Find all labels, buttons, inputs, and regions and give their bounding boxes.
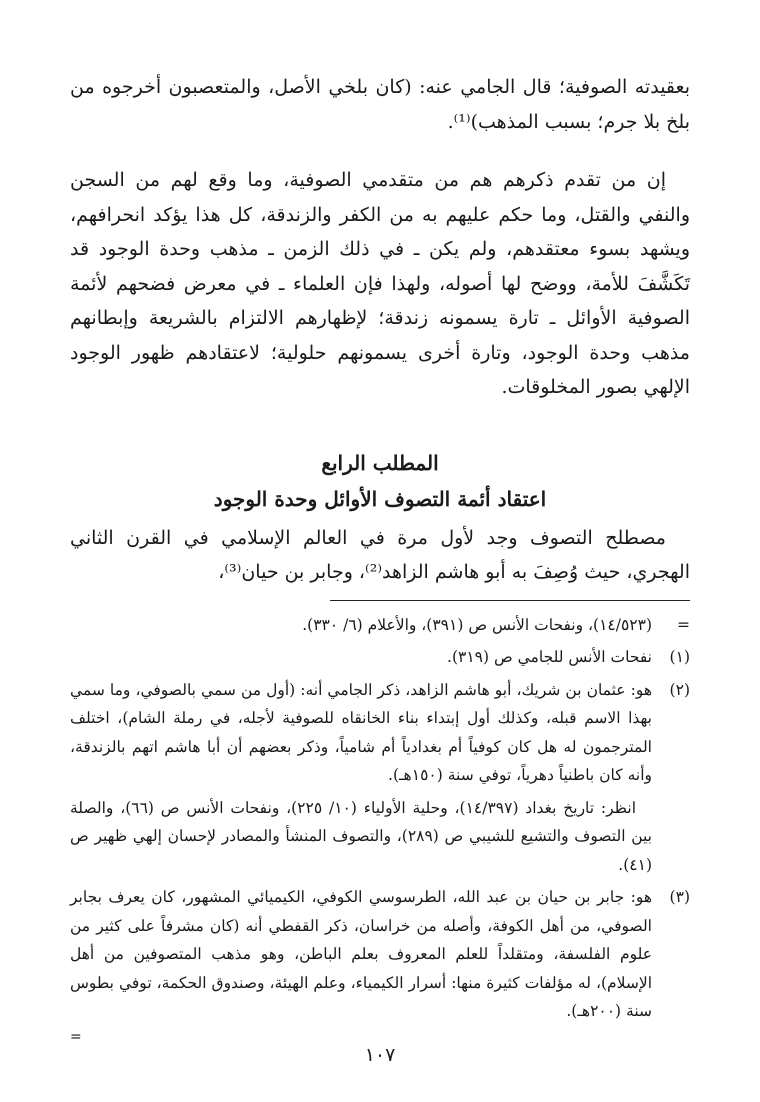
main-text — [70, 70, 690, 405]
section-body — [70, 521, 690, 590]
footnote-number: (١) — [669, 648, 690, 666]
footnote-number: (٣) — [669, 888, 690, 906]
continuation-mark: = — [677, 615, 690, 634]
footnotes — [70, 611, 690, 1044]
continuation-mark-end: = — [70, 1028, 82, 1045]
continuation-text: (١٤/٥٢٣)، ونفحات الأنس ص (٣٩١)، والأعلام (٦/ ٣٣٠). — [302, 615, 652, 634]
page-number: ١٠٧ — [364, 1044, 396, 1066]
footnote-references: انظر: تاريخ بغداد (١٤/٣٩٧)، وحلية الأولياء (١٠/ ٢٢٥)، ونفحات الأنس ص (٦٦)، والصلة بين التصوف والتشيع للشيبي ص (٢٨٩)، والتصوف المنشأ والمصادر لإحسان إلهي ظهير ص (٤١). — [70, 798, 652, 874]
section-heading — [70, 445, 690, 517]
footnote-continuation — [70, 611, 690, 640]
footnote-text: نفحات الأنس للجامي ص (٣١٩). — [447, 648, 652, 666]
book-page — [70, 70, 690, 1044]
paragraph-continuation: بعقيدته الصوفية؛ قال الجامي عنه: (كان بلخي الأصل، والمتعصبون أخرجوه من بلخ بلا جرم؛ بسبب المذهب)⁽¹⁾. — [70, 76, 690, 133]
footnote-text: هو: جابر بن حيان بن عبد الله، الطرسوسي الكوفي، الكيميائي المشهور، كان يعرف بجابر الصوفي، من أهل الكوفة، وأصله من خراسان، ذكر القفطي أنه (كان مشرفاً على كثير من علوم الفلسفة، ومتقلداً للعلم المعروف بعلم الباطن، وهو مذهب المتصوفين من أهل الإسلام)، له مؤلفات كثيرة منها: أسرار الكيمياء، وعلم الهيئة، وصندوق الحكمة، توفي بطوس سنة (٢٠٠هـ). — [70, 888, 652, 1020]
section-title: المطلب الرابع — [321, 450, 439, 475]
footnote-number: (٢) — [669, 680, 690, 699]
footnote-divider — [330, 600, 690, 601]
paragraph-sufi-leaders: إن من تقدم ذكرهم هم من متقدمي الصوفية، وما وقع لهم من السجن والنفي والقتل، وما حكم عليهم به من الكفر والزندقة، كل هذا يؤكد انحرافهم، ويشهد بسوء معتقدهم، ولم يكن ـ في ذلك الزمن ـ مذهب وحدة الوجود قد تَكَشَّفَ للأمة، ووضح لها أصوله، ولهذا فإن العلماء ـ في معرض فضحهم لأئمة الصوفية الأوائل ـ تارة يسمونه زندقة؛ لإظهارهم الالتزام بالشريعة وإبطانهم مذهب وحدة الوجود، وتارة أخرى يسمونهم حلولية؛ لاعتقادهم ظهور الوجود الإلهي بصور المخلوقات. — [70, 169, 690, 398]
paragraph-term-tasawwuf: مصطلح التصوف وجد لأول مرة في العالم الإسلامي في القرن الثاني الهجري، حيث وُصِفَ به أبو هاشم الزاهد⁽²⁾، وجابر بن حيان⁽³⁾، — [70, 526, 690, 583]
footnote-item — [70, 643, 690, 672]
footnote-text: هو: عثمان بن شريك، أبو هاشم الزاهد، ذكر الجامي أنه: (أول من سمي بالصوفي، وما سمي بهذا الاسم قبله، وكذلك أول إبتداء بناء الخانقاه للصوفية لأجله، في رملة الشام)، اختلف المترجمون له هل كان كوفياً أم بغدادياً أم شامياً، وذكر بعضهم أن أبا هاشم اتهم بالزندقة، وأنه كان باطنياً دهرياً، توفي سنة (١٥٠هـ). — [70, 680, 652, 784]
footnote-item — [70, 676, 690, 880]
section-subtitle: اعتقاد أئمة التصوف الأوائل وحدة الوجود — [213, 486, 547, 511]
footnote-item — [70, 883, 690, 1026]
